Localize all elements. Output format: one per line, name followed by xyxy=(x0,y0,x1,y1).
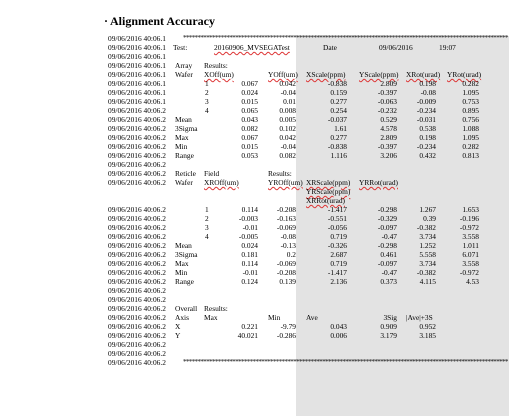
cell-value: -0.382 xyxy=(416,223,436,232)
log-timestamp: 09/06/2016 40:06.2 xyxy=(108,286,166,295)
cell-value: 0.282 xyxy=(462,79,479,88)
cell-value: -0.838 xyxy=(327,79,347,88)
cell-value: -0.551 xyxy=(327,214,347,223)
cell-value: Results: xyxy=(204,304,228,313)
cell-value: XRRot(urad) xyxy=(306,196,345,205)
date-value: 09/06/2016 xyxy=(379,43,413,52)
cell-value: Results: xyxy=(204,61,228,70)
log-row xyxy=(108,169,508,178)
log-row xyxy=(108,340,508,349)
cell-value: 0.006 xyxy=(330,331,347,340)
log-row xyxy=(108,70,508,79)
log-row xyxy=(108,313,508,322)
cell-value: 0.067 xyxy=(241,79,258,88)
cell-value: 5.558 xyxy=(419,250,436,259)
cell-value: 1.095 xyxy=(462,88,479,97)
cell-value: -0.208 xyxy=(276,268,296,277)
cell-value: 3.734 xyxy=(419,232,436,241)
cell-value: 0.082 xyxy=(241,124,258,133)
cell-value: 0.373 xyxy=(380,277,397,286)
cell-value: 3Sig xyxy=(383,313,397,322)
cell-value: 4 xyxy=(205,106,209,115)
cell-value: 0.181 xyxy=(241,250,258,259)
row-label: Mean xyxy=(175,115,192,124)
cell-value: -0.04 xyxy=(280,142,296,151)
log-row xyxy=(108,223,508,232)
cell-value: -0.208 xyxy=(276,205,296,214)
cell-value: 1.116 xyxy=(330,151,347,160)
cell-value: -0.063 xyxy=(377,97,397,106)
log-timestamp: 09/06/2016 40:06.1 xyxy=(108,88,166,97)
log-row xyxy=(108,187,508,196)
log-timestamp: 09/06/2016 40:06.2 xyxy=(108,133,166,142)
cell-value: 1.252 xyxy=(419,241,436,250)
log-timestamp: 09/06/2016 40:06.2 xyxy=(108,106,166,115)
cell-value: -0.838 xyxy=(327,142,347,151)
log-timestamp: 09/06/2016 40:06.2 xyxy=(108,259,166,268)
cell-value: Min xyxy=(268,313,281,322)
cell-value: -0.972 xyxy=(459,268,479,277)
log-row xyxy=(108,97,508,106)
log-row xyxy=(108,241,508,250)
cell-value: -0.232 xyxy=(377,106,397,115)
cell-value: 4.578 xyxy=(380,124,397,133)
cell-value: 0.024 xyxy=(241,88,258,97)
log-row xyxy=(108,88,508,97)
cell-value: -0.298 xyxy=(377,241,397,250)
cell-value: YROff(um) xyxy=(268,178,303,187)
log-row xyxy=(108,79,508,88)
cell-value: -0.01 xyxy=(242,223,258,232)
cell-value: 0.895 xyxy=(462,106,479,115)
cell-value: 1.653 xyxy=(462,205,479,214)
log-row xyxy=(108,304,508,313)
cell-value: 4 xyxy=(205,232,209,241)
log-timestamp: 09/06/2016 40:06.2 xyxy=(108,178,166,187)
log-row xyxy=(108,178,508,187)
cell-value: 2.809 xyxy=(380,79,397,88)
cell-value: -0.234 xyxy=(416,142,436,151)
cell-value: 1.011 xyxy=(462,241,479,250)
cell-value: -0.069 xyxy=(276,223,296,232)
separator-stars: **************************************************************************************************************** xyxy=(183,358,508,366)
cell-value: 0.719 xyxy=(330,232,347,241)
cell-value: XROff(um) xyxy=(204,178,239,187)
log-timestamp: 09/06/2016 40:06.2 xyxy=(108,322,166,331)
row-label: Range xyxy=(175,277,194,286)
row-label: Reticle xyxy=(175,169,196,178)
test-header-row xyxy=(108,43,508,52)
cell-value: -1.417 xyxy=(327,205,347,214)
row-label: Overall xyxy=(175,304,198,313)
cell-value: YRScale(ppm) xyxy=(306,187,351,196)
row-label: Wafer xyxy=(175,178,193,187)
row-label: Axis xyxy=(175,313,189,322)
cell-value: 0.952 xyxy=(419,322,436,331)
log-timestamp: 09/06/2016 40:06.2 xyxy=(108,115,166,124)
log-timestamp: 09/06/2016 40:06.1 xyxy=(108,61,166,70)
cell-value: -0.163 xyxy=(276,214,296,223)
log-timestamp: 09/06/2016 40:06.1 xyxy=(108,79,166,88)
cell-value: 3 xyxy=(205,223,209,232)
cell-value: 0.159 xyxy=(330,88,347,97)
cell-value: -1.417 xyxy=(327,268,347,277)
row-label: Min xyxy=(175,142,188,151)
cell-value: 4.53 xyxy=(466,277,479,286)
cell-value: 0.082 xyxy=(279,151,296,160)
log-timestamp: 09/06/2016 40:06.2 xyxy=(108,358,166,367)
cell-value: 0.282 xyxy=(462,142,479,151)
cell-value: 1 xyxy=(205,205,209,214)
cell-value: 0.2 xyxy=(286,250,296,259)
cell-value: 0.008 xyxy=(279,106,296,115)
log-timestamp: 09/06/2016 40:06.1 xyxy=(108,43,166,52)
cell-value: -0.47 xyxy=(381,232,397,241)
cell-value: XRot(urad) xyxy=(406,70,441,79)
cell-value: 0.909 xyxy=(380,322,397,331)
cell-value: 0.461 xyxy=(380,250,397,259)
log-row xyxy=(108,331,508,340)
log-row xyxy=(108,142,508,151)
log-table xyxy=(108,34,508,367)
cell-value: 0.067 xyxy=(241,133,258,142)
log-row xyxy=(108,295,508,304)
log-timestamp: 09/06/2016 40:06.2 xyxy=(108,277,166,286)
log-timestamp: 09/06/2016 40:06.2 xyxy=(108,241,166,250)
row-label: Mean xyxy=(175,241,192,250)
cell-value: -0.382 xyxy=(416,268,436,277)
log-row xyxy=(108,286,508,295)
log-timestamp: 09/06/2016 40:06.2 xyxy=(108,331,166,340)
cell-value: 0.432 xyxy=(419,151,436,160)
cell-value: -0.329 xyxy=(377,214,397,223)
date-label: Date xyxy=(323,43,337,52)
cell-value: -0.097 xyxy=(377,259,397,268)
cell-value: 0.053 xyxy=(241,151,258,160)
cell-value: 0.124 xyxy=(241,277,258,286)
log-timestamp: 09/06/2016 40:06.1 xyxy=(108,97,166,106)
cell-value: -0.326 xyxy=(327,241,347,250)
cell-value: 1.61 xyxy=(334,124,347,133)
cell-value: Ave xyxy=(306,313,318,322)
cell-value: 0.01 xyxy=(283,97,296,106)
log-row xyxy=(108,52,508,61)
cell-value: 0.065 xyxy=(241,106,258,115)
log-row xyxy=(108,205,508,214)
cell-value: -0.397 xyxy=(377,88,397,97)
cell-value: 1.095 xyxy=(462,133,479,142)
cell-value: -0.196 xyxy=(459,214,479,223)
log-row xyxy=(108,259,508,268)
log-timestamp: 09/06/2016 40:06.2 xyxy=(108,304,166,313)
cell-value: 0.753 xyxy=(462,97,479,106)
star-separator-top xyxy=(108,34,508,43)
log-timestamp: 09/06/2016 40:06.2 xyxy=(108,160,166,169)
log-timestamp: 09/06/2016 40:06.2 xyxy=(108,268,166,277)
cell-value: Field xyxy=(204,169,220,178)
row-label: 3Sigma xyxy=(175,250,198,259)
cell-value: 3.206 xyxy=(380,151,397,160)
cell-value: 0.756 xyxy=(462,115,479,124)
cell-value: Results: xyxy=(268,169,292,178)
log-timestamp: 09/06/2016 40:06.1 xyxy=(108,52,166,61)
cell-value: 2.136 xyxy=(330,277,347,286)
cell-value: YScale(ppm) xyxy=(359,70,399,79)
row-label: X xyxy=(175,322,181,331)
log-row xyxy=(108,151,508,160)
log-timestamp: 09/06/2016 40:06.2 xyxy=(108,142,166,151)
cell-value: |Ave|+3S xyxy=(406,313,433,322)
cell-value: 2.687 xyxy=(330,250,347,259)
cell-value: 40.021 xyxy=(237,331,258,340)
log-row xyxy=(108,232,508,241)
cell-value: 0.114 xyxy=(241,259,258,268)
cell-value: 0.024 xyxy=(241,241,258,250)
cell-value: -0.003 xyxy=(238,214,258,223)
log-row xyxy=(108,115,508,124)
cell-value: 2 xyxy=(205,88,209,97)
row-label: Max xyxy=(175,259,189,268)
cell-value: -9.79 xyxy=(280,322,296,331)
separator-stars: **************************************************************************************************************** xyxy=(183,34,508,42)
log-timestamp: 09/06/2016 40:06.1 xyxy=(108,34,166,43)
cell-value: -0.009 xyxy=(416,97,436,106)
cell-value: 3.558 xyxy=(462,259,479,268)
cell-value: 0.529 xyxy=(380,115,397,124)
cell-value: -0.13 xyxy=(280,241,296,250)
log-row xyxy=(108,61,508,70)
log-timestamp: 09/06/2016 40:06.2 xyxy=(108,205,166,214)
cell-value: -0.08 xyxy=(280,232,296,241)
row-label: Array xyxy=(175,61,193,70)
cell-value: -0.04 xyxy=(280,88,296,97)
cell-value: 1 xyxy=(205,79,209,88)
cell-value: 0.813 xyxy=(462,151,479,160)
cell-value: 0.277 xyxy=(330,97,347,106)
cell-value: 0.719 xyxy=(330,259,347,268)
cell-value: 3.185 xyxy=(419,331,436,340)
cell-value: 0.043 xyxy=(330,322,347,331)
log-timestamp: 09/06/2016 40:06.2 xyxy=(108,124,166,133)
cell-value: 2.809 xyxy=(380,133,397,142)
star-separator-bottom xyxy=(108,358,508,367)
log-timestamp: 09/06/2016 40:06.2 xyxy=(108,214,166,223)
cell-value: XRScale(ppm) xyxy=(306,178,351,187)
cell-value: -0.298 xyxy=(377,205,397,214)
log-timestamp: 09/06/2016 40:06.2 xyxy=(108,232,166,241)
cell-value: YRot(urad) xyxy=(447,70,482,79)
log-timestamp: 09/06/2016 40:06.2 xyxy=(108,313,166,322)
cell-value: 0.254 xyxy=(330,106,347,115)
log-row xyxy=(108,322,508,331)
test-name: 20160906_MVSEGATest xyxy=(214,43,290,52)
log-timestamp: 09/06/2016 40:06.1 xyxy=(108,70,166,79)
cell-value: -0.286 xyxy=(276,331,296,340)
cell-value: YOff(um) xyxy=(268,70,298,79)
cell-value: 3.558 xyxy=(462,232,479,241)
cell-value: 0.042 xyxy=(279,79,296,88)
log-timestamp: 09/06/2016 40:06.2 xyxy=(108,349,166,358)
cell-value: Max xyxy=(204,313,218,322)
log-row xyxy=(108,277,508,286)
log-row xyxy=(108,106,508,115)
cell-value: 0.015 xyxy=(241,97,258,106)
cell-value: 0.102 xyxy=(279,124,296,133)
cell-value: 0.198 xyxy=(419,133,436,142)
cell-value: -0.972 xyxy=(459,223,479,232)
cell-value: 6.071 xyxy=(462,250,479,259)
log-row xyxy=(108,196,508,205)
log-row xyxy=(108,250,508,259)
cell-value: 4.115 xyxy=(419,277,436,286)
log-timestamp: 09/06/2016 40:06.2 xyxy=(108,169,166,178)
cell-value: -0.01 xyxy=(242,268,258,277)
cell-value: 0.198 xyxy=(419,79,436,88)
row-label: Min xyxy=(175,268,188,277)
section-heading xyxy=(104,14,215,29)
cell-value: -0.031 xyxy=(416,115,436,124)
log-timestamp: 09/06/2016 40:06.2 xyxy=(108,340,166,349)
cell-value: 1.267 xyxy=(419,205,436,214)
heading-title: Alignment Accuracy xyxy=(110,14,215,28)
cell-value: -0.097 xyxy=(377,223,397,232)
cell-value: 0.042 xyxy=(279,133,296,142)
cell-value: 1.088 xyxy=(462,124,479,133)
row-label: Wafer xyxy=(175,70,193,79)
log-row xyxy=(108,214,508,223)
cell-value: 0.043 xyxy=(241,115,258,124)
log-row xyxy=(108,133,508,142)
cell-value: -0.056 xyxy=(327,223,347,232)
row-label: 3Sigma xyxy=(175,124,198,133)
cell-value: -0.234 xyxy=(416,106,436,115)
cell-value: 0.277 xyxy=(330,133,347,142)
cell-value: 3.734 xyxy=(419,259,436,268)
row-label: Y xyxy=(175,331,181,340)
cell-value: -0.005 xyxy=(238,232,258,241)
cell-value: 0.39 xyxy=(423,214,436,223)
test-label: Test: xyxy=(173,43,188,52)
log-timestamp: 09/06/2016 40:06.2 xyxy=(108,295,166,304)
log-timestamp: 09/06/2016 40:06.2 xyxy=(108,250,166,259)
cell-value: XOff(um) xyxy=(204,70,234,79)
row-label: Range xyxy=(175,151,194,160)
log-row xyxy=(108,124,508,133)
cell-value: 0.139 xyxy=(279,277,296,286)
cell-value: -0.037 xyxy=(327,115,347,124)
time-value: 19:07 xyxy=(439,43,456,52)
cell-value: XScale(ppm) xyxy=(306,70,346,79)
cell-value: 0.221 xyxy=(241,322,258,331)
cell-value: YRRot(urad) xyxy=(359,178,398,187)
cell-value: -0.397 xyxy=(377,142,397,151)
cell-value: -0.08 xyxy=(420,88,436,97)
cell-value: 0.005 xyxy=(279,115,296,124)
cell-value: -0.069 xyxy=(276,259,296,268)
log-row xyxy=(108,268,508,277)
cell-value: 3.179 xyxy=(380,331,397,340)
log-row xyxy=(108,160,508,169)
cell-value: 0.538 xyxy=(419,124,436,133)
cell-value: 0.114 xyxy=(241,205,258,214)
row-label: Max xyxy=(175,133,189,142)
log-timestamp: 09/06/2016 40:06.2 xyxy=(108,223,166,232)
cell-value: -0.47 xyxy=(381,268,397,277)
cell-value: 2 xyxy=(205,214,209,223)
heading-bullet: · xyxy=(104,14,109,28)
cell-value: 3 xyxy=(205,97,209,106)
log-row xyxy=(108,349,508,358)
cell-value: 0.015 xyxy=(241,142,258,151)
log-timestamp: 09/06/2016 40:06.2 xyxy=(108,151,166,160)
